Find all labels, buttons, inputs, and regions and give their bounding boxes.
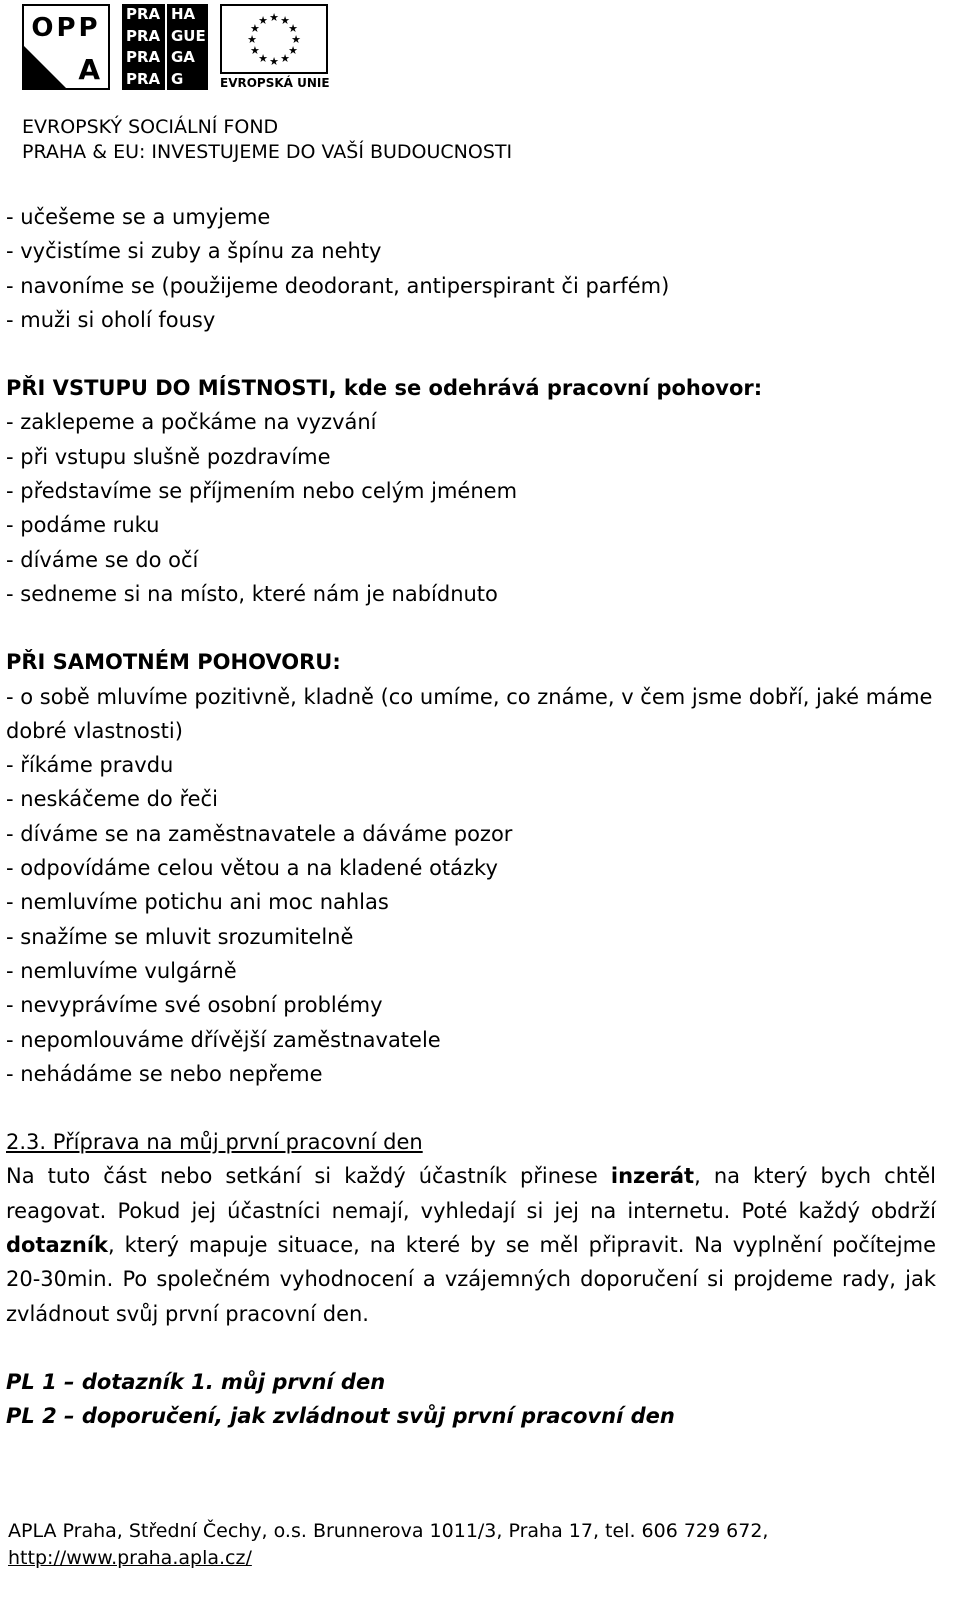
list-item: - podáme ruku bbox=[6, 513, 160, 538]
list-item: - odpovídáme celou větou a na kladené otázky bbox=[6, 856, 498, 881]
eu-star-icon: ★ bbox=[250, 22, 260, 35]
document-body bbox=[6, 200, 936, 1434]
eu-star-icon: ★ bbox=[280, 13, 290, 27]
list-item: - muži si oholí fousy bbox=[6, 307, 216, 332]
eu-star-icon: ★ bbox=[269, 55, 279, 68]
eu-star-icon: ★ bbox=[258, 13, 268, 27]
list-item: - nevyprávíme své osobní problémy bbox=[6, 993, 383, 1018]
keyword-dotaznik: dotazník bbox=[6, 1233, 109, 1258]
list-item: - snažíme se mluvit srozumitelně bbox=[6, 924, 354, 949]
eu-star-icon: ★ bbox=[269, 11, 279, 24]
list-item: - říkáme pravdu bbox=[6, 753, 174, 778]
section-heading: PŘI SAMOTNÉM POHOVORU: bbox=[6, 650, 341, 675]
body-paragraph: Na tuto část nebo setkání si každý účastník přinese inzerát, na který bych chtěl reagovat. Pokud jej účastníci nemají, vyhledají si jej na internetu. Poté každý obdrží dotazník, který mapuje situace, na které by se měl připravit. Na vyplnění počítejme 20-30min. Po společném vyhodnocení a vzájemných doporučení si projdeme rady, jak zvládnout svůj první pracovní den. bbox=[6, 1164, 936, 1326]
list-item: - díváme se do očí bbox=[6, 547, 199, 572]
keyword-inzerat: inzerát bbox=[610, 1164, 695, 1189]
list-item: - představíme se příjmením nebo celým jménem bbox=[6, 479, 518, 504]
list-item: - nemluvíme vulgárně bbox=[6, 958, 237, 983]
list-item: - navoníme se (použijeme deodorant, antiperspirant či parfém) bbox=[6, 273, 670, 298]
footer bbox=[8, 1518, 768, 1572]
eu-star-icon: ★ bbox=[291, 33, 301, 46]
list-item: - nehádáme se nebo nepřeme bbox=[6, 1061, 323, 1086]
fund-line-2: PRAHA & EU: INVESTUJEME DO VAŠÍ BUDOUCNOSTI bbox=[22, 141, 513, 163]
list-item: - díváme se na zaměstnavatele a dáváme pozor bbox=[6, 821, 513, 846]
eu-star-icon: ★ bbox=[280, 52, 290, 66]
footer-link[interactable]: http://www.praha.apla.cz/ bbox=[8, 1547, 252, 1569]
eu-star-icon: ★ bbox=[288, 44, 298, 57]
footer-address: APLA Praha, Střední Čechy, o.s. Brunnerova 1011/3, Praha 17, tel. 606 729 672, bbox=[8, 1520, 769, 1542]
eu-star-icon: ★ bbox=[250, 44, 260, 57]
eu-star-icon: ★ bbox=[258, 52, 268, 66]
list-item: - zaklepeme a počkáme na vyzvání bbox=[6, 410, 377, 435]
eu-flag-icon bbox=[220, 4, 328, 74]
eu-star-icon: ★ bbox=[288, 22, 298, 35]
subsection-heading: 2.3. Příprava na můj první pracovní den bbox=[6, 1130, 423, 1155]
list-item: - nemluvíme potichu ani moc nahlas bbox=[6, 890, 389, 915]
praha-logo: PRA HA PRA GUE PRA GA PRA G bbox=[122, 4, 208, 90]
worksheet-reference: PL 1 – dotazník 1. můj první den bbox=[6, 1369, 386, 1394]
section-heading: PŘI VSTUPU DO MÍSTNOSTI, kde se odehrává pracovní pohovor: bbox=[6, 376, 763, 401]
list-item: - vyčistíme si zuby a špínu za nehty bbox=[6, 239, 382, 264]
fund-line-1: EVROPSKÝ SOCIÁLNÍ FOND bbox=[22, 116, 279, 138]
eu-label: EVROPSKÁ UNIE bbox=[220, 76, 330, 90]
opp-logo: OPP A bbox=[22, 4, 110, 90]
worksheet-reference: PL 2 – doporučení, jak zvládnout svůj první pracovní den bbox=[6, 1404, 675, 1429]
list-item: - neskáčeme do řeči bbox=[6, 787, 218, 812]
list-item: - o sobě mluvíme pozitivně, kladně (co umíme, co známe, v čem jsme dobří, jaké máme dobré vlastnosti) bbox=[6, 684, 933, 743]
list-item: - učešeme se a umyjeme bbox=[6, 205, 271, 229]
list-item: - sedneme si na místo, které nám je nabídnuto bbox=[6, 581, 498, 606]
list-item: - při vstupu slušně pozdravíme bbox=[6, 444, 331, 469]
eu-logo bbox=[220, 4, 330, 92]
list-item: - nepomlouváme dřívější zaměstnavatele bbox=[6, 1027, 441, 1052]
eu-star-icon: ★ bbox=[247, 33, 257, 46]
fund-title bbox=[22, 115, 512, 165]
